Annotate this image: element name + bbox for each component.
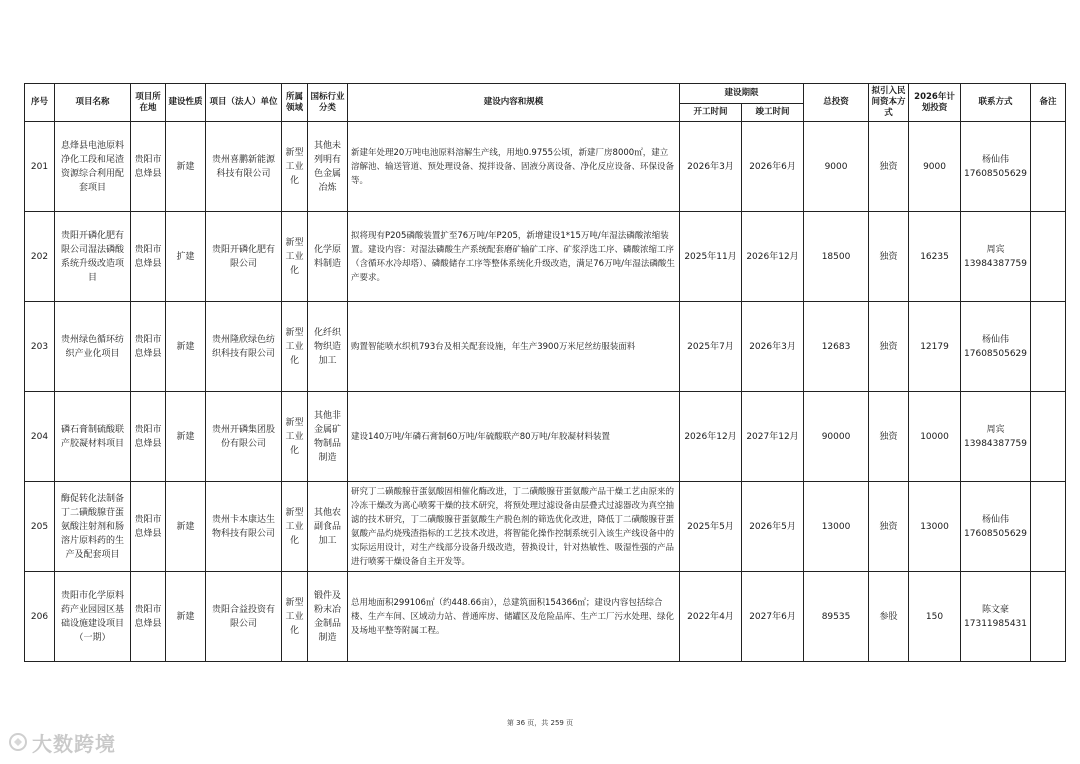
header-unit: 项目（法人）单位 [206,84,282,122]
contact-phone: 17608505629 [964,168,1028,179]
cell-remark [1031,572,1066,662]
cell-plan: 16235 [909,212,961,302]
cell-seq: 206 [25,572,55,662]
project-table [24,83,1066,662]
cell-unit: 贵州隆欣绿色纺织科技有限公司 [206,302,282,392]
cell-name: 息烽县电池原料净化工段和尾渣资源综合利用配套项目 [55,122,131,212]
cell-domain: 新型工业化 [282,302,308,392]
header-content: 建设内容和规模 [348,84,680,122]
cell-capital: 独资 [869,302,909,392]
cell-remark [1031,482,1066,572]
cell-unit: 贵州喜鹏新能源科技有限公司 [206,122,282,212]
cell-industry: 其他农副食品加工 [308,482,348,572]
header-remark: 备注 [1031,84,1066,122]
header-capital: 拟引入民间资本方式 [869,84,909,122]
cell-content: 建设140万吨/年磷石膏制60万吨/年硫酸联产80万吨/年胶凝材料装置 [348,392,680,482]
cell-invest: 9000 [804,122,869,212]
cell-name: 贵州绿色循环纺织产业化项目 [55,302,131,392]
cell-start: 2025年7月 [680,302,742,392]
cell-name: 贵阳开磷化肥有限公司湿法磷酸系统升级改造项目 [55,212,131,302]
header-contact: 联系方式 [961,84,1031,122]
cell-end: 2026年3月 [742,302,804,392]
cell-nature: 新建 [166,482,206,572]
cell-nature: 新建 [166,302,206,392]
cell-seq: 205 [25,482,55,572]
cell-location: 贵阳市息烽县 [131,482,166,572]
table-row [25,212,1066,302]
cell-plan: 150 [909,572,961,662]
header-name: 项目名称 [55,84,131,122]
cell-plan: 12179 [909,302,961,392]
cell-start: 2022年4月 [680,572,742,662]
cell-contact [961,392,1031,482]
cell-content: 购置智能喷水织机793台及相关配套设施，年生产3900万米尼丝纺服装面料 [348,302,680,392]
cell-unit: 贵阳合益投资有限公司 [206,572,282,662]
cell-end: 2027年6月 [742,572,804,662]
cell-name: 贵阳市化学原料药产业园园区基础设施建设项目（一期） [55,572,131,662]
header-nature: 建设性质 [166,84,206,122]
cell-invest: 12683 [804,302,869,392]
contact-phone: 17311985431 [964,618,1028,629]
cell-seq: 203 [25,302,55,392]
cell-domain: 新型工业化 [282,212,308,302]
cell-industry: 锻件及粉末冶金制品制造 [308,572,348,662]
contact-name: 周宾 [986,424,1005,435]
cell-nature: 新建 [166,572,206,662]
table-row [25,482,1066,572]
cell-capital: 参股 [869,572,909,662]
cell-name: 酶促转化法制备丁二磺酸腺苷蛋氨酸注射剂和肠溶片原料药的生产及配套项目 [55,482,131,572]
cell-capital: 独资 [869,122,909,212]
header-seq: 序号 [25,84,55,122]
cell-nature: 新建 [166,392,206,482]
cell-remark [1031,122,1066,212]
cell-location: 贵阳市息烽县 [131,392,166,482]
cell-domain: 新型工业化 [282,122,308,212]
cell-unit: 贵阳开磷化肥有限公司 [206,212,282,302]
contact-name: 周宾 [986,244,1005,255]
cell-start: 2025年11月 [680,212,742,302]
cell-contact [961,302,1031,392]
header-period: 建设期限 [680,84,804,104]
header-invest: 总投资 [804,84,869,122]
header-end: 竣工时间 [742,104,804,122]
contact-name: 杨仙伟 [982,514,1010,525]
table-header [25,84,1066,122]
cell-industry: 化纤织物织造加工 [308,302,348,392]
table-row [25,572,1066,662]
cell-content: 研究丁二磺酸腺苷蛋氨酸固相催化酶改进，丁二磺酸腺苷蛋氨酸产品干燥工艺由原来的冷冻干燥改为离心喷雾干燥的技术研究，将预处理过滤设备由层叠式过滤器改为真空抽滤的技术研究，丁二磺酸腺苷蛋氨酸生产脱色剂的筛选优化改进，降低丁二磺酸腺苷蛋氨酸产品灼烧残渣指标的工艺技术改进，将智能化操作控制系统引入该生产线设备中的实际运用设计，对生产线部分设备升级改造，替换设计，针对热敏性、吸湿性强的产品进行喷雾干燥设备自主开发等。 [348,482,680,572]
cell-unit: 贵州开磷集团股份有限公司 [206,392,282,482]
cell-industry: 化学原料制造 [308,212,348,302]
cell-capital: 独资 [869,482,909,572]
cell-industry: 其他未列明有色金属冶炼 [308,122,348,212]
cell-nature: 扩建 [166,212,206,302]
cell-end: 2026年12月 [742,212,804,302]
contact-phone: 13984387759 [964,438,1028,449]
cell-end: 2026年5月 [742,482,804,572]
cell-content: 拟将现有P205磷酸装置扩至76万吨/年P205，新增建设1*15万吨/年湿法磷酸浓缩装置。建设内容：对湿法磷酸生产系统配套磨矿输矿工序、矿浆浮选工序、磷酸浓缩工序（含循环水冷却塔）、磷酸储存工序等整体系统化升级改造，满足76万吨/年湿法磷酸生产要求。 [348,212,680,302]
cell-seq: 202 [25,212,55,302]
contact-name: 杨仙伟 [982,334,1010,345]
cell-capital: 独资 [869,392,909,482]
cell-start: 2026年12月 [680,392,742,482]
cell-end: 2027年12月 [742,392,804,482]
table-row [25,122,1066,212]
cell-contact [961,122,1031,212]
contact-phone: 17608505629 [964,528,1028,539]
cell-location: 贵阳市息烽县 [131,302,166,392]
table-row [25,392,1066,482]
page-number: 第 36 页，共 259 页 [506,719,574,727]
cell-contact [961,212,1031,302]
contact-name: 杨仙伟 [982,154,1010,165]
cell-capital: 独资 [869,212,909,302]
cell-contact [961,572,1031,662]
cell-remark [1031,302,1066,392]
cell-location: 贵阳市息烽县 [131,572,166,662]
cell-location: 贵阳市息烽县 [131,122,166,212]
contact-phone: 13984387759 [964,258,1028,269]
cell-contact [961,482,1031,572]
cell-unit: 贵州卡本康达生物科技有限公司 [206,482,282,572]
cell-content: 新建年处理20万吨电池原料溶解生产线，用地0.9755公顷，新建厂房8000㎡，建立溶解池、输送管道、预处理设备、搅拌设备、固液分离设备、净化反应设备、环保设备等。 [348,122,680,212]
header-plan: 2026年计划投资 [909,84,961,122]
cell-start: 2026年3月 [680,122,742,212]
watermark-text: 大数跨境 [32,732,116,756]
cell-end: 2026年6月 [742,122,804,212]
cell-location: 贵阳市息烽县 [131,212,166,302]
cell-industry: 其他非金属矿物制品制造 [308,392,348,482]
cell-plan: 9000 [909,122,961,212]
cell-remark [1031,392,1066,482]
watermark-logo-icon [8,732,28,752]
table-row [25,302,1066,392]
cell-domain: 新型工业化 [282,572,308,662]
cell-domain: 新型工业化 [282,482,308,572]
cell-invest: 89535 [804,572,869,662]
cell-invest: 13000 [804,482,869,572]
cell-plan: 10000 [909,392,961,482]
cell-nature: 新建 [166,122,206,212]
header-domain: 所属领域 [282,84,308,122]
cell-seq: 201 [25,122,55,212]
cell-plan: 13000 [909,482,961,572]
header-industry: 国标行业分类 [308,84,348,122]
cell-seq: 204 [25,392,55,482]
header-location: 项目所在地 [131,84,166,122]
cell-content: 总用地面积299106㎡（约448.66亩），总建筑面积154366㎡；建设内容包括综合楼、生产车间、区域动力站、普通库房、储罐区及危险品库、生产工厂污水处理、绿化及场地平整等附属工程。 [348,572,680,662]
cell-remark [1031,212,1066,302]
contact-phone: 17608505629 [964,348,1028,359]
cell-name: 磷石膏制硫酸联产胶凝材料项目 [55,392,131,482]
cell-invest: 90000 [804,392,869,482]
cell-start: 2025年5月 [680,482,742,572]
header-start: 开工时间 [680,104,742,122]
cell-domain: 新型工业化 [282,392,308,482]
contact-name: 陈文豪 [982,604,1010,615]
cell-invest: 18500 [804,212,869,302]
table-body [25,122,1066,662]
